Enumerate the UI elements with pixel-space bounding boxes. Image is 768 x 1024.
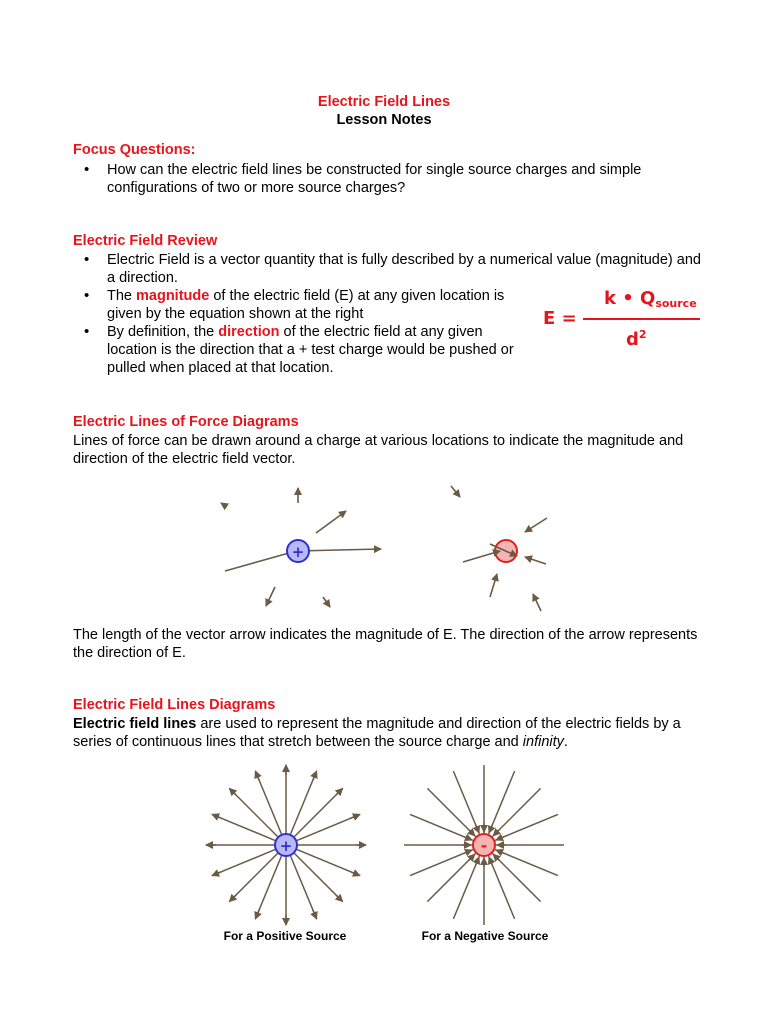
force-diagram: [0, 470, 768, 620]
field-line-arrowhead: [212, 814, 221, 818]
force-arrow: [490, 574, 497, 597]
vector-length-text: The length of the vector arrow indicates the magnitude of E. The direction of the arrow represents the direction of E.: [73, 627, 698, 661]
magnitude-highlight: magnitude: [136, 288, 210, 304]
field-line: [495, 814, 558, 840]
force-arrow: [525, 518, 547, 532]
field-lines-heading: Electric Field Lines Diagrams: [73, 697, 276, 713]
force-arrow: [316, 511, 346, 533]
field-line-arrowhead: [464, 837, 472, 840]
review-list-2: [73, 287, 518, 377]
review-list-1: [73, 251, 703, 287]
field-line: [297, 850, 360, 876]
field-line: [410, 850, 473, 876]
positive-caption: For a Positive Source: [223, 929, 347, 943]
field-line: [297, 814, 360, 840]
field-lines-diagram: [0, 755, 768, 930]
review-bullet-3: • By definition, the direction of the electric field at any given location is the direction that a + test charge would be pushed or pulled when placed at that location.: [73, 323, 518, 377]
page-title: Electric Field Lines: [317, 94, 451, 110]
formula-lhs: E =: [543, 308, 577, 329]
field-line: [291, 771, 317, 834]
field-line: [212, 814, 275, 840]
field-line: [453, 856, 479, 919]
force-arrow: [451, 486, 460, 497]
field-line-arrowhead: [489, 857, 492, 865]
negative-force-arrows: [451, 486, 547, 611]
field-line: [212, 850, 275, 876]
field-line: [495, 850, 558, 876]
force-text: Lines of force can be drawn around a charge at various locations to indicate the magnitude and direction of the electric field vector.: [73, 433, 684, 467]
field-line: [255, 771, 281, 834]
positive-source-sign: +: [279, 837, 293, 855]
field-line: [410, 814, 473, 840]
force-arrow: [225, 551, 296, 571]
field-line-arrowhead: [336, 895, 343, 902]
field-line-arrowhead: [212, 872, 221, 876]
field-line-arrowhead: [255, 771, 259, 780]
field-line-arrowhead: [476, 857, 479, 865]
focus-bullet-1: • How can the electric field lines be constructed for single source charges and simple configurations of two or more source charges?: [73, 161, 693, 197]
field-line: [427, 854, 475, 902]
field-line-arrowhead: [496, 837, 504, 840]
field-line-arrowhead: [493, 854, 499, 860]
field-line-arrowhead: [464, 850, 472, 853]
field-line: [295, 854, 343, 902]
force-arrow: [221, 503, 227, 507]
force-arrow: [266, 587, 275, 606]
field-line-arrowhead: [229, 788, 236, 795]
field-line-arrowhead: [351, 872, 360, 876]
focus-list: [73, 161, 693, 197]
review-bullet-2: • The magnitude of the electric field (E) at any given location is given by the equation shown at the right: [73, 287, 518, 323]
force-arrow: [463, 551, 500, 562]
field-line-arrowhead: [468, 829, 474, 835]
direction-highlight: direction: [218, 324, 280, 340]
negative-caption: For a Negative Source: [421, 929, 549, 943]
field-line: [489, 856, 515, 919]
field-line-arrowhead: [476, 825, 479, 833]
field-line: [489, 771, 515, 834]
field-line-arrowhead: [313, 910, 317, 919]
force-arrow: [323, 597, 330, 607]
field-line: [427, 788, 475, 836]
field-line-arrowhead: [255, 910, 259, 919]
field-line-arrowhead: [351, 814, 360, 818]
field-line: [255, 856, 281, 919]
field-line-arrowhead: [229, 895, 236, 902]
field-line: [295, 788, 343, 836]
field-line: [493, 788, 541, 836]
field-line: [229, 788, 277, 836]
field-line-arrowhead: [336, 788, 343, 795]
positive-sign: +: [291, 543, 305, 561]
field-lines-text: Electric field lines are used to represent the magnitude and direction of the electric fields by a series of continuous lines that stretch between the source charge and infinity.: [73, 716, 681, 750]
field-line-arrowhead: [468, 854, 474, 860]
field-line: [493, 854, 541, 902]
field-line-arrowhead: [496, 850, 504, 853]
field-line-arrowhead: [493, 829, 499, 835]
formula-denominator: $d^2$: [626, 328, 647, 350]
formula-divider: [583, 318, 700, 320]
field-line: [291, 856, 317, 919]
force-arrow: [525, 557, 546, 564]
field-line-arrowhead: [489, 825, 492, 833]
force-arrow: [533, 594, 541, 611]
field-line: [453, 771, 479, 834]
negative-source-sign: -: [480, 836, 488, 855]
field-line: [229, 854, 277, 902]
force-heading: Electric Lines of Force Diagrams: [73, 414, 299, 430]
focus-heading: Focus Questions:: [73, 142, 196, 158]
review-bullet-1: • Electric Field is a vector quantity that is fully described by a numerical value (magnitude) and a direction.: [73, 251, 703, 287]
review-heading: Electric Field Review: [73, 233, 218, 249]
field-line-arrowhead: [313, 771, 317, 780]
formula-numerator: k • Qsource: [604, 288, 697, 310]
page-subtitle: Lesson Notes: [336, 112, 432, 128]
